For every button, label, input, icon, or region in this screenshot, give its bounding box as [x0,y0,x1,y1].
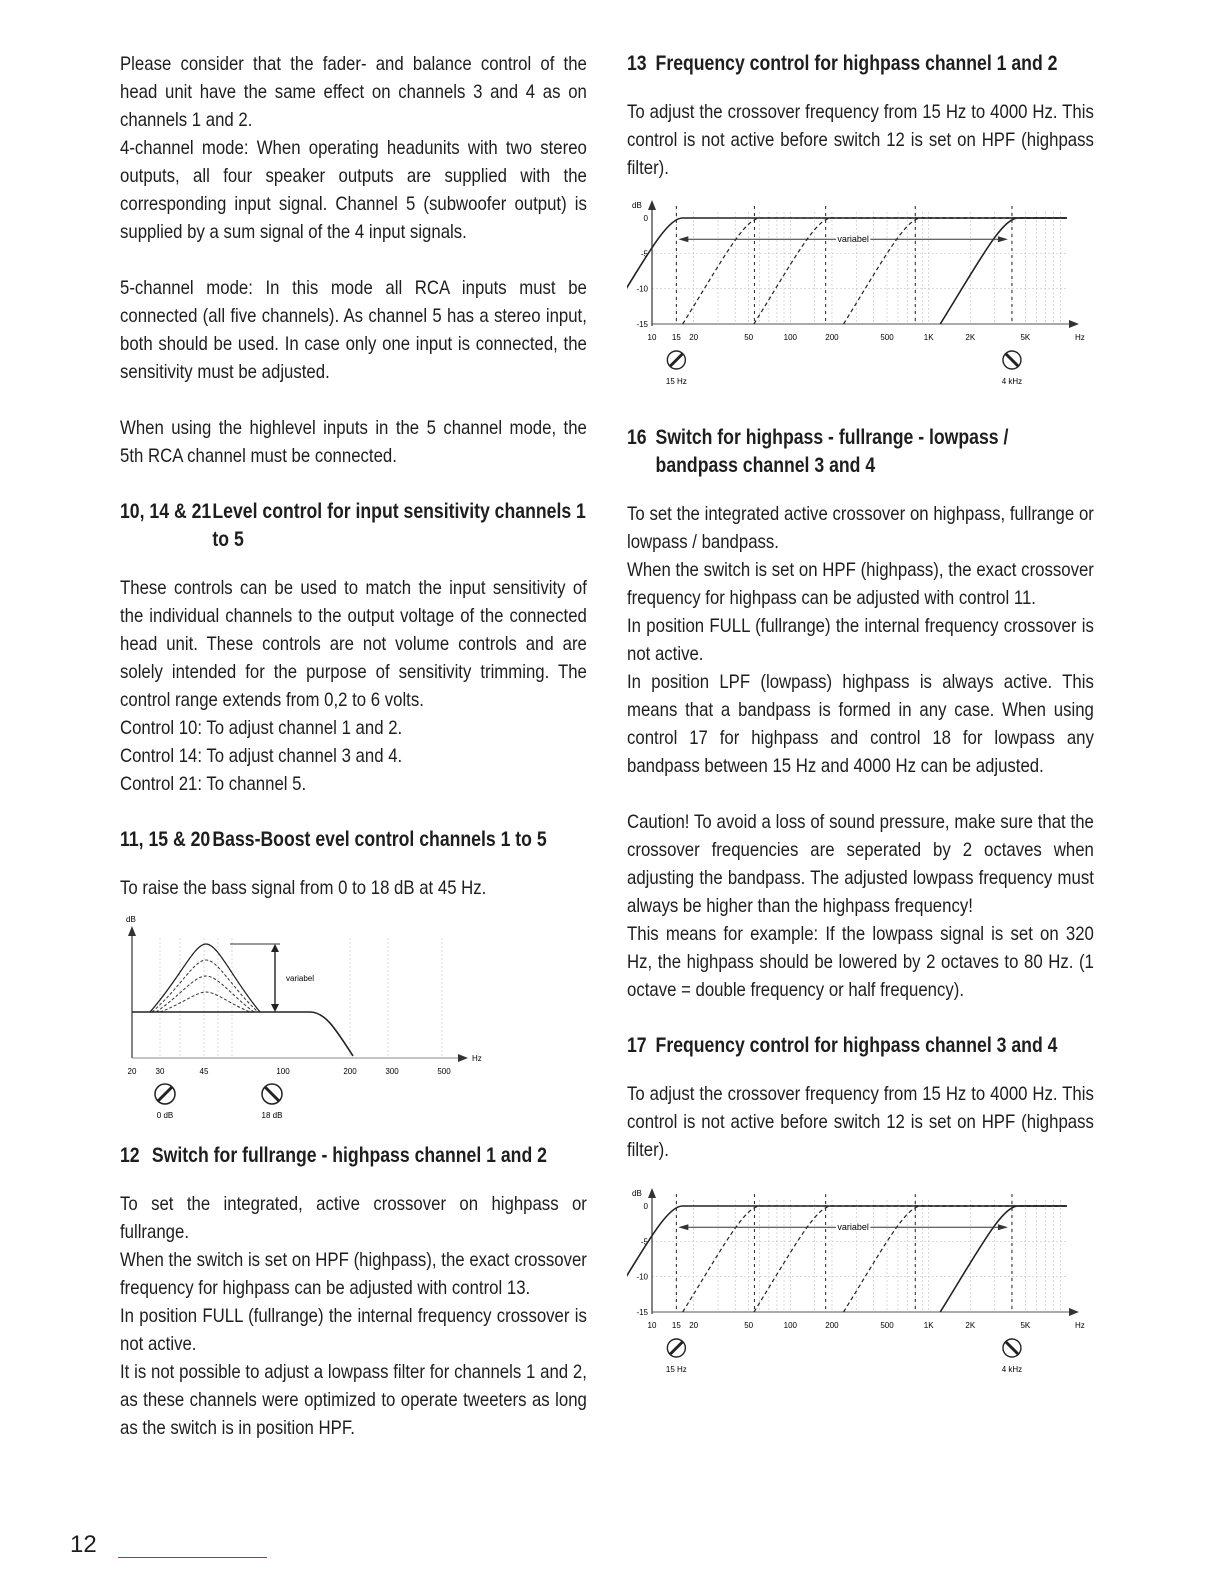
y-tick: -5 [640,1237,648,1247]
filter-curve [940,1206,1067,1312]
paragraph: In position LPF (lowpass) highpass is always active. This means that a bandpass is formed in any case. When using control 17 for highpass and control 18 for lowpass any bandpass between 15 Hz and 4000 Hz can be adjusted. [627,671,1094,777]
paragraph: When the switch is set on HPF (highpass), the exact crossover frequency for highpass can be adjusted with control 13. [120,1249,587,1299]
y-axis-arrow-icon [648,200,656,210]
y-tick: -15 [636,1308,648,1317]
filter-curve [754,1206,1067,1312]
grid [160,938,442,1058]
chart-ylabel: dB [632,1189,642,1198]
arrow-right-icon [998,236,1008,242]
paragraph: In position FULL (fullrange) the internal frequency crossover is not active. [120,1305,587,1355]
y-tick: 0 [643,1202,648,1211]
knob-pointer [1006,354,1018,366]
paragraph: This means for example: If the lowpass signal is set on 320 Hz, the highpass should be lowered by 2 octaves to 80 Hz. (1 octave = double frequency or half frequency). [627,923,1094,1001]
knob-min-icon [667,351,685,369]
section-number: 17 [627,1034,647,1057]
x-tick: 500 [880,333,894,342]
section-title: Switch for fullrange - highpass channel 1 and 2 [151,1144,547,1167]
x-tick: 1K [923,1321,934,1330]
x-tick: 20 [689,333,699,342]
section-number: 11, 15 & 20 [120,828,211,851]
filter-curve [940,218,1067,324]
x-tick: 100 [783,333,798,342]
arrow-left-icon [678,1224,688,1230]
paragraph: Control 14: To adjust channel 3 and 4. [120,745,403,767]
x-tick: 2K [965,1321,976,1330]
paragraph: 4-channel mode: When operating headunits with two stereo outputs, all four speaker outputs are supplied with the corresponding input signal. Channel 5 (subwoofer output) is supplied by a sum signal of the 4 input signals. [120,137,587,243]
section-title: Frequency control for highpass channel 3 and 4 [655,1034,1058,1057]
section-number: 10, 14 & 21 [120,500,212,523]
section-heading-12 [120,1142,588,1170]
boost-curves [150,944,260,1012]
x-tick: 300 [385,1067,399,1076]
filter-curve [683,1206,1067,1312]
section-title: Switch for highpass - fullrange - lowpass / bandpass channel 3 and 4 [655,426,1009,477]
chart-ylabel: dB [632,201,642,210]
arrow-right-icon [998,1224,1008,1230]
grid [652,1200,1067,1312]
filter-curve [844,1206,1067,1312]
section-heading-13 [627,50,1095,78]
x-tick: 30 [155,1067,165,1076]
x-tick: 10 [647,1321,657,1330]
x-tick: 200 [343,1067,357,1076]
knob-min-label: 0 dB [156,1111,174,1120]
knob-min-icon [155,1084,175,1104]
y-tick: -10 [636,1272,648,1282]
filter-curve [683,218,1067,324]
paragraph: It is not possible to adjust a lowpass filter for channels 1 and 2, as these channels were optimized to operate tweeters as long as the switch is in position HPF. [120,1361,587,1439]
x-axis-arrow-icon [1069,1308,1079,1316]
paragraph: 5-channel mode: In this mode all RCA inputs must be connected (all five channels). As channel 5 has a stereo input, both should be used. In case only one input is connected, the sensitivity must be adjusted. [120,277,587,383]
x-tick: 10 [647,333,657,342]
section-number: 16 [627,426,647,449]
knob-max-label: 4 kHz [1001,377,1023,386]
paragraph: To raise the bass signal from 0 to 18 dB at 45 Hz. [120,877,487,899]
section-title: Level control for input sensitivity channels 1 to 5 [212,500,586,551]
x-tick: 100 [783,1321,798,1330]
arrow-left-icon [678,236,688,242]
x-tick: 200 [825,333,839,342]
arrow-up-icon [271,944,279,952]
section-heading-11 [120,826,588,854]
knob-max-label: 18 dB [261,1111,283,1120]
footer-rule [118,1557,267,1558]
x-tick: 500 [437,1067,451,1076]
knob-min-label: 15 Hz [665,1365,687,1374]
knob-min-label: 15 Hz [665,377,687,386]
y-tick: -15 [636,320,648,329]
x-tick: 100 [276,1067,290,1076]
section-title: Frequency control for highpass channel 1 and 2 [655,52,1058,75]
chart-xlabel: Hz [472,1054,482,1063]
base-curve [132,1012,353,1056]
filter-curve [754,218,1067,324]
x-tick: 20 [689,1321,699,1330]
section-heading-10 [120,498,588,554]
variable-label: variabel [286,974,315,983]
paragraph: When using the highlevel inputs in the 5 channel mode, the 5th RCA channel must be connected. [120,417,587,467]
x-tick: 45 [199,1067,209,1076]
variable-label: variabel [837,1222,869,1233]
paragraph: To adjust the crossover frequency from 15 Hz to 4000 Hz. This control is not active before switch 12 is set on HPF (highpass filter). [627,1083,1094,1161]
y-tick: -5 [640,249,648,259]
x-tick: 50 [744,1321,754,1330]
y-axis-arrow-icon [648,1188,656,1198]
knob-pointer [670,1342,682,1354]
section-title: Bass-Boost evel control channels 1 to 5 [212,828,547,851]
x-axis-arrow-icon [1069,320,1079,328]
bass-boost-chart [120,908,500,1128]
x-tick: 1K [923,333,934,342]
section-number: 13 [627,52,647,75]
right-column [627,50,1095,1402]
paragraph: To set the integrated, active crossover on highpass or fullrange. [120,1193,587,1243]
x-axis-arrow-icon [458,1054,468,1062]
paragraph: These controls can be used to match the input sensitivity of the individual channels to the output voltage of the connected head unit. These controls are not volume controls and are solely intended for the purpose of sensitivity trimming. The control range extends from 0,2 to 6 volts. [120,577,587,711]
y-axis-arrow-icon [128,926,136,936]
chart-ylabel: dB [126,915,136,924]
paragraph: In position FULL (fullrange) the internal frequency crossover is not active. [627,615,1094,665]
paragraph: Please consider that the fader- and balance control of the head unit have the same effect on channels 3 and 4 as on channels 1 and 2. [120,53,587,131]
paragraph: To set the integrated active crossover on highpass, fullrange or lowpass / bandpass. [627,503,1094,553]
paragraph: To adjust the crossover frequency from 15 Hz to 4000 Hz. This control is not active before switch 12 is set on HPF (highpass filter). [627,101,1094,179]
variable-label: variabel [837,234,869,245]
x-tick: 50 [744,333,754,342]
knob-pointer [1006,1342,1018,1354]
highpass-chart-ch3-4 [627,1182,1095,1402]
y-tick: 0 [643,214,648,223]
x-tick: 15 [671,333,681,342]
page-number: 12 [70,1531,97,1558]
y-tick: -10 [636,284,648,294]
knob-max-label: 4 kHz [1001,1365,1023,1374]
x-tick: 15 [671,1321,681,1330]
paragraph: Control 10: To adjust channel 1 and 2. [120,717,403,739]
knob-max-icon [1003,351,1021,369]
section-number: 12 [120,1144,140,1167]
filter-curve [844,218,1067,324]
x-tick: 2K [965,333,976,342]
x-tick: 5K [1020,1321,1031,1330]
x-tick: 200 [825,1321,839,1330]
arrow-down-icon [271,1004,279,1012]
paragraph: When the switch is set on HPF (highpass), the exact crossover frequency for highpass can be adjusted with control 11. [627,559,1094,609]
paragraph: Control 21: To channel 5. [120,773,307,795]
grid [652,212,1067,324]
x-tick: 20 [127,1067,137,1076]
knob-min-icon [667,1339,685,1357]
x-tick: 5K [1020,333,1031,342]
x-tick-labels [128,1067,452,1076]
knob-max-icon [262,1084,282,1104]
x-tick: 500 [880,1321,894,1330]
section-heading-17 [627,1032,1095,1060]
chart-xlabel: Hz [1075,333,1085,342]
highpass-chart-ch1-2 [627,194,1095,414]
knob-pointer [670,354,682,366]
max-boost-curve [150,944,260,1012]
left-column [120,50,588,1442]
paragraph: Caution! To avoid a loss of sound pressure, make sure that the crossover frequencies are seperated by 2 octaves when adjusting the bandpass. The adjusted lowpass frequency must always be higher than the highpass frequency! [627,811,1094,917]
chart-xlabel: Hz [1075,1321,1085,1330]
knob-max-icon [1003,1339,1021,1357]
section-heading-16 [627,424,1095,480]
